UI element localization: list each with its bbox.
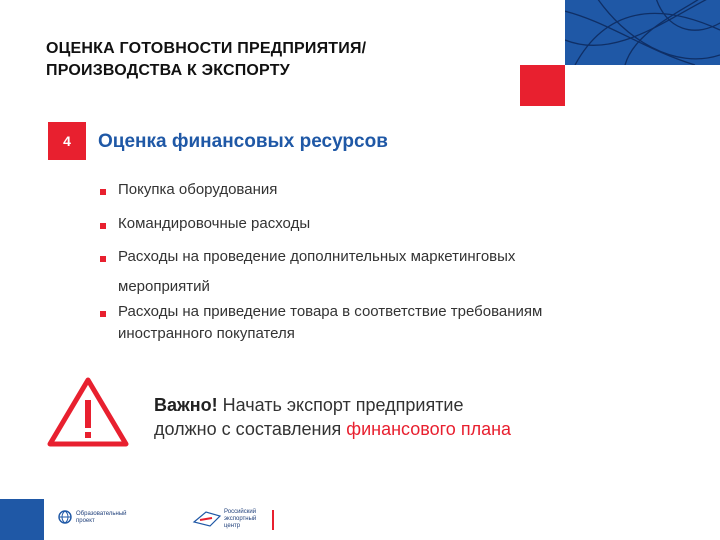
list-item-text: Покупка оборудования	[118, 181, 278, 198]
important-label: Важно!	[154, 395, 218, 415]
list-item	[100, 216, 660, 235]
logo1-text-line2: проект	[76, 518, 95, 524]
list-item-text: Командировочные расходы	[118, 215, 311, 232]
page-title-line2: ПРОИЗВОДСТВА К ЭКСПОРТУ	[46, 62, 290, 79]
logo-divider	[272, 510, 274, 530]
logo2-text-line2: экспортный	[224, 516, 257, 522]
bullet-marker	[100, 189, 106, 195]
important-text2: должно с составления	[154, 419, 347, 439]
education-project-logo	[58, 504, 168, 534]
list-item	[100, 304, 660, 323]
logo2-text-line1: Российский	[224, 509, 257, 515]
decorative-lines	[565, 0, 720, 65]
rec-emblem-icon	[192, 508, 222, 530]
list-item-continuation	[100, 279, 660, 298]
bullet-marker	[100, 311, 106, 317]
important-line1	[154, 393, 594, 417]
section-number-badge: 4	[48, 122, 86, 160]
rec-logo	[188, 504, 278, 534]
section-title: Оценка финансовых ресурсов	[98, 131, 388, 152]
warning-triangle-icon	[46, 376, 130, 448]
important-text1: Начать экспорт предприятие	[217, 395, 464, 415]
footer-blue-block	[0, 499, 44, 540]
list-item-text: иностранного покупателя	[118, 325, 295, 342]
corner-decoration	[565, 0, 720, 65]
bullet-marker	[100, 256, 106, 262]
list-item-text: Расходы на проведение дополнительных маркетинговых	[118, 248, 516, 265]
list-item-continuation	[100, 326, 660, 345]
list-item-text: мероприятий	[118, 278, 210, 295]
logo1-text-line1: Образовательный	[76, 511, 127, 517]
page-title-line1: ОЦЕНКА ГОТОВНОСТИ ПРЕДПРИЯТИЯ/	[46, 40, 367, 57]
bullet-marker	[100, 223, 106, 229]
page-title	[46, 38, 366, 82]
important-highlight: финансового плана	[346, 419, 512, 439]
list-item-text: Расходы на приведение товара в соответствие требованиям	[118, 303, 543, 320]
list-item	[100, 182, 660, 201]
globe-icon	[58, 510, 72, 524]
logo2-text-line3: центр	[224, 523, 241, 529]
list-item	[100, 249, 660, 268]
important-line2	[154, 417, 594, 441]
corner-red-block	[520, 65, 565, 106]
important-note	[154, 393, 594, 441]
